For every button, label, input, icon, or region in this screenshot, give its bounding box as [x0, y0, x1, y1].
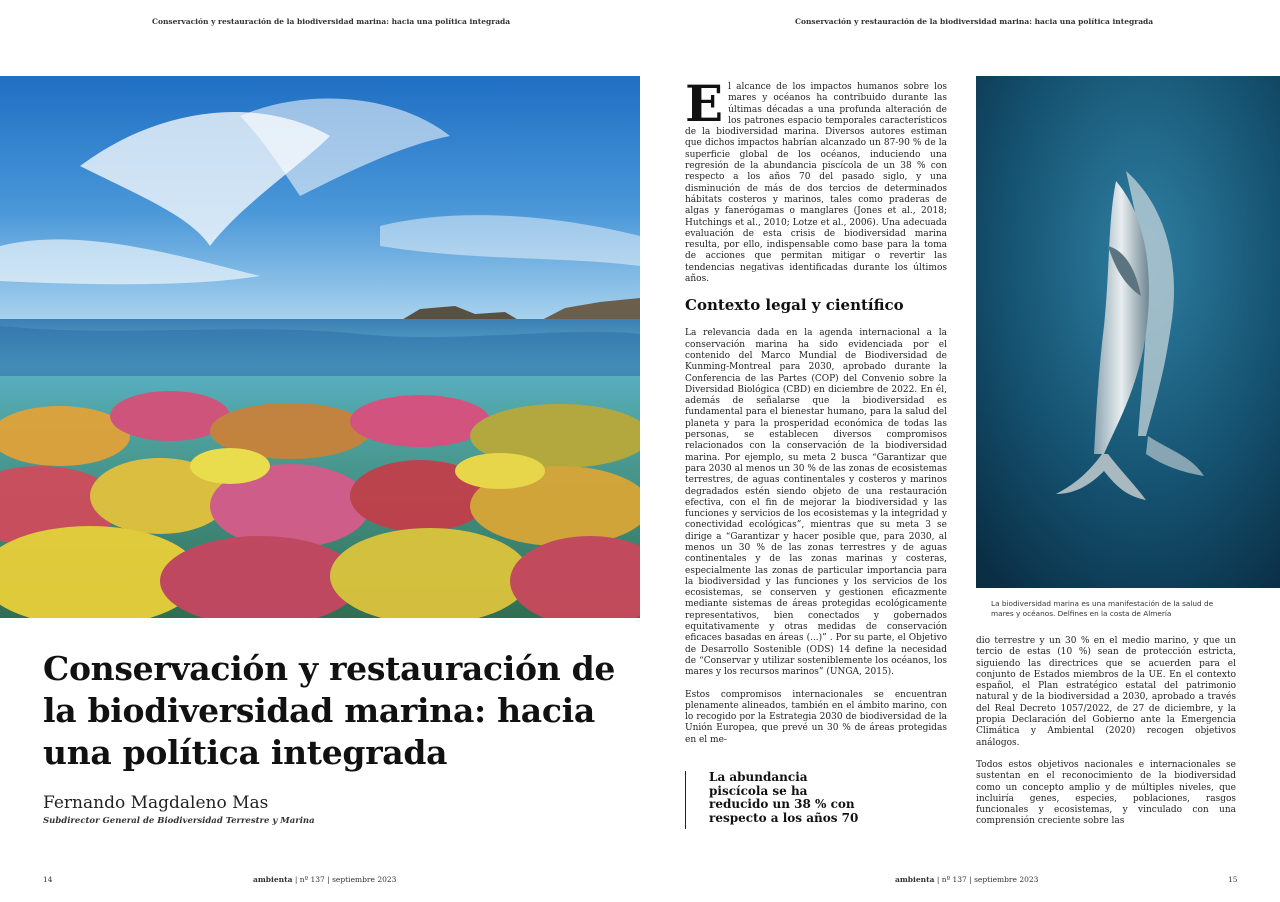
- reef-photo: [0, 76, 640, 618]
- footer-right: [895, 875, 1038, 884]
- page-number-right: 15: [1228, 875, 1238, 884]
- body-paragraph-2: Estos compromisos internacionales se encuentran plenamente alineados, también en el ámbito marino, con lo recogido por la Estrategia 2030 de biodiversidad de la Unión Europea, que prevé un 30 % de áreas protegidas en el me-: [685, 689, 947, 745]
- photo-caption: La biodiversidad marina es una manifestación de la salud de mares y océanos. Delfines en la costa de Almería: [991, 599, 1214, 618]
- author-name: Fernando Magdaleno Mas: [43, 793, 269, 813]
- footer-brand: ambienta: [895, 875, 935, 884]
- footer-brand: ambienta: [253, 875, 293, 884]
- intro-text: l alcance de los impactos humanos sobre los mares y océanos ha contribuido durante las últimas décadas a una profunda alteración de los patrones espacio temporales característicos de la biodiversidad marina. Diversos autores estiman que dichos impactos habrían alcanzado un 87-90 % de la superficie global de los océanos, induciendo una regresión de la abundancia piscícola de un 38 % con respecto a los años 70 del pasado siglo, y una disminución de más de dos tercios de determinados hábitats costeros y marinos, tales como praderas de algas y fanerógamas o manglares (Jones et al., 2018; Hutchings et al., 2010; Lotze et al., 2006). Una adecuada evaluación de esta crisis de biodiversidad marina resulta, por ello, indispensable como base para la toma de acciones que permitan mitigar o revertir las tendencias negativas identificadas durante los últimos años.: [685, 82, 947, 285]
- body-paragraph-1: La relevancia dada en la agenda internacional a la conservación marina ha sido evidenciada por el contenido del Marco Mundial de Biodiversidad de Kunming-Montreal para 2030, aprobado durante la Conferencia de las Partes (COP) del Convenio sobre la Diversidad Biológica (CBD) en diciembre de 2022. En él, además de señalarse que la biodiversidad es fundamental para el bienestar humano, para la salud del planeta y para la prosperidad económica de todas las personas, se establecen diversos compromisos relacionados con la conservación de la biodiversidad marina. Por ejemplo, su meta 2 busca “Garantizar que para 2030 al menos un 30 % de las zonas de ecosistemas terrestres, de aguas continentales y costeros y marinos degradados estén siendo objeto de una restauración efectiva, con el fin de mejorar la biodiversidad y las funciones y servicios de los ecosistemas y la integridad y conectividad ecológicas”, mientras que su meta 3 se dirige a “Garantizar y hacer posible que, para 2030, al menos un 30 % de las zonas terrestres y de aguas continentales y de las zonas marinas y costeras, especialmente las zonas de particular importancia para la biodiversidad y las funciones y los servicios de los ecosistemas, se conserven y gestionen eficazmente mediante sistemas de áreas protegidas ecológicamente representativos, bien conectados y gobernados equitativamente y otras medidas de conservación eficaces basadas en áreas (...)” . Por su parte, el Objetivo de Desarrollo Sostenible (ODS) 14 define la necesidad de “Conservar y utilizar sosteniblemente los océanos, los mares y los recursos marinos” (UNGA, 2015).: [685, 328, 947, 678]
- footer-issue: | nº 137 | septiembre 2023: [934, 875, 1039, 884]
- intro-paragraph: [685, 74, 947, 285]
- page-number-left: 14: [43, 875, 53, 884]
- section-heading: Contexto legal y científico: [685, 296, 904, 315]
- running-header-left: Conservación y restauración de la biodiversidad marina: hacia una política integrada: [152, 17, 511, 26]
- body-paragraph-3: dio terrestre y un 30 % en el medio marino, y que un tercio de estas (10 %) sean de protección estricta, siguiendo las directrices que se acuerden para el conjunto de Estados miembros de la UE. En el contexto español, el Plan estratégico estatal del patrimonio natural y de la biodiversidad a 2030, aprobado a través del Real Decreto 1057/2022, de 27 de diciembre, y la propia Declaración del Gobierno ante la Emergencia Climática y Ambiental (2020) recogen objetivos análogos.: [976, 636, 1236, 748]
- body-paragraph-4: Todos estos objetivos nacionales e internacionales se sustentan en el reconocimiento de la biodiversidad como un concepto amplio y de múltiples niveles, que incluiría genes, especies, poblaciones, rasgos funcionales y ecosistemas, y vinculado con una comprensión creciente sobre las: [976, 759, 1236, 827]
- footer-left: [253, 875, 396, 884]
- running-header-right: Conservación y restauración de la biodiversidad marina: hacia una política integrada: [795, 17, 1154, 26]
- article-title: Conservación y restauración de la biodiversidad marina: hacia una política integrada: [43, 649, 616, 772]
- drop-cap: E: [685, 74, 724, 133]
- body-column-2: [976, 636, 1236, 839]
- body-column-1: [685, 74, 947, 757]
- footer-issue: | nº 137 | septiembre 2023: [292, 875, 397, 884]
- pull-quote: La abundancia piscícola se ha reducido un 38 % con respecto a los años 70: [685, 771, 865, 829]
- dolphin-photo: [976, 76, 1280, 588]
- author-role: Subdirector General de Biodiversidad Terrestre y Marina: [43, 816, 315, 826]
